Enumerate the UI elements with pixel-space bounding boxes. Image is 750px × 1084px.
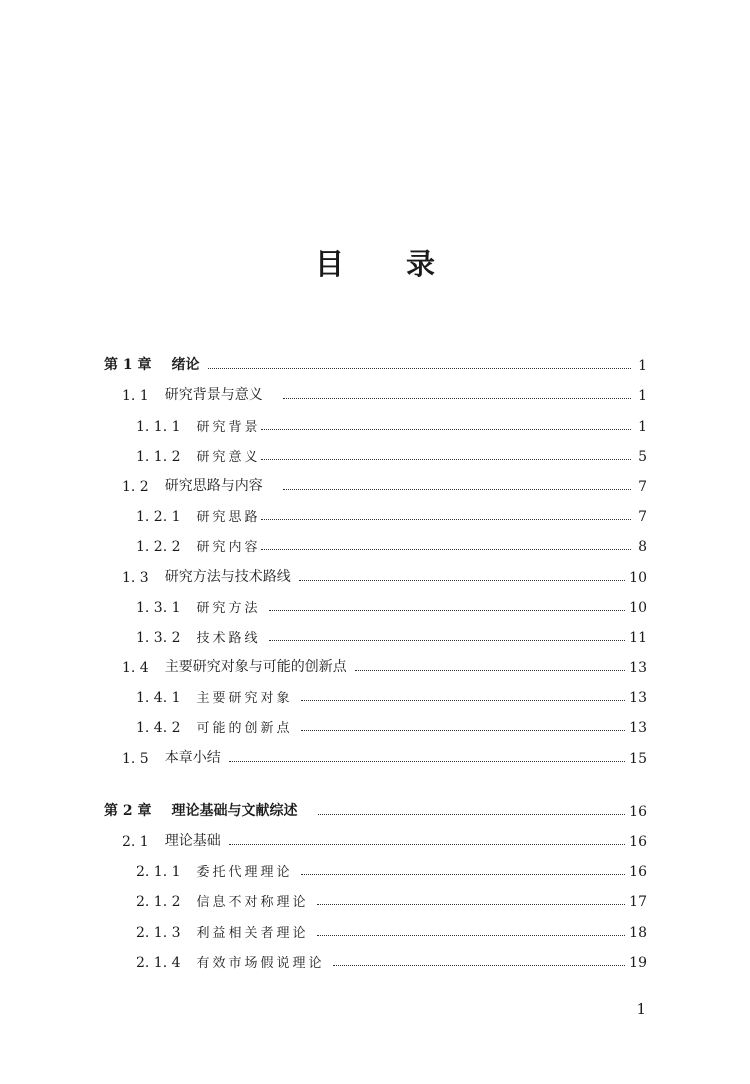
toc-page-number: 13 <box>629 660 647 677</box>
dot-leader <box>261 459 631 460</box>
toc-entry-1-1-1[interactable] <box>104 405 647 435</box>
toc-entry-1-3-2[interactable] <box>104 617 647 647</box>
toc-number: 2. 1. 2 <box>136 894 181 911</box>
toc-page-number: 7 <box>638 478 647 495</box>
toc-page-number: 1 <box>638 418 647 435</box>
dot-leader <box>299 580 625 581</box>
toc-label: 理论基础与文献综述 <box>171 802 298 819</box>
toc-page-number: 1 <box>638 388 647 405</box>
toc-entry-2-1-1[interactable] <box>104 851 647 881</box>
toc-number: 1. 3 <box>122 569 149 586</box>
toc-label: 绪论 <box>171 357 200 374</box>
dot-leader <box>261 519 631 520</box>
toc-entry-1-1[interactable] <box>104 375 647 405</box>
toc-entry-1-4-1[interactable] <box>104 677 647 707</box>
toc-number: 2. 1 <box>122 834 149 850</box>
toc-page-number: 5 <box>638 448 647 465</box>
dot-leader <box>208 368 632 369</box>
toc-page-number: 18 <box>629 924 647 941</box>
toc-page-number: 10 <box>629 599 647 616</box>
toc-page-number: 8 <box>638 539 647 556</box>
toc-number: 1. 2 <box>122 478 149 495</box>
title-char-1: 目 <box>314 247 344 281</box>
toc-number: 1. 3. 1 <box>136 599 181 616</box>
toc-number: 1. 1. 2 <box>136 448 181 465</box>
toc-label: 研究背景与意义 <box>164 387 263 404</box>
toc-number: 1. 2. 1 <box>136 509 181 526</box>
toc-page-number: 16 <box>629 864 647 881</box>
toc-label: 可能的创新点 <box>196 721 293 737</box>
toc-label: 主要研究对象与可能的创新点 <box>164 659 347 676</box>
toc-entry-chapter-1[interactable] <box>104 345 647 375</box>
toc-page-number: 19 <box>629 954 647 971</box>
dot-leader <box>317 935 626 936</box>
toc-page-number: 7 <box>638 509 647 526</box>
toc-page-number: 1 <box>638 358 647 375</box>
toc-number: 第 1 章 <box>104 357 152 374</box>
toc-number: 2. 1. 1 <box>136 864 181 881</box>
toc-number: 1. 1 <box>122 388 149 405</box>
toc-page-number: 11 <box>629 629 647 646</box>
chapter-spacer <box>104 768 647 791</box>
toc-entry-1-5[interactable] <box>104 737 647 767</box>
toc-label: 信息不对称理论 <box>196 895 309 911</box>
toc-entry-1-4[interactable] <box>104 647 647 677</box>
toc-label: 研究方法与技术路线 <box>164 568 291 585</box>
toc-entry-1-2[interactable] <box>104 466 647 496</box>
page-title <box>0 244 750 284</box>
toc-entry-chapter-2[interactable] <box>104 791 647 821</box>
toc-label: 理论基础 <box>164 833 221 849</box>
toc-entry-1-3-1[interactable] <box>104 587 647 617</box>
toc-entry-1-1-2[interactable] <box>104 436 647 466</box>
toc-label: 本章小结 <box>164 749 221 766</box>
toc-label: 研究方法 <box>196 600 261 616</box>
toc-page-number: 15 <box>629 750 647 767</box>
dot-leader <box>355 670 625 671</box>
dot-leader <box>269 610 626 611</box>
dot-leader <box>301 874 626 875</box>
toc-entry-1-2-1[interactable] <box>104 496 647 526</box>
toc-entry-2-1-4[interactable] <box>104 942 647 972</box>
toc-number: 1. 4 <box>122 660 149 677</box>
toc-page-number: 10 <box>629 569 647 586</box>
title-char-2: 录 <box>406 247 436 281</box>
dot-leader <box>283 398 631 399</box>
dot-leader <box>318 814 626 815</box>
page-folio-number: 1 <box>636 1000 646 1018</box>
toc-page-number: 13 <box>629 690 647 707</box>
toc-label: 研究思路与内容 <box>164 477 263 494</box>
toc-label: 有效市场假说理论 <box>196 955 325 971</box>
toc-page-number: 16 <box>629 834 647 850</box>
toc-label: 研究思路 <box>196 510 261 526</box>
toc-label: 利益相关者理论 <box>196 925 309 941</box>
toc-label: 研究意义 <box>196 449 261 465</box>
dot-leader <box>317 904 626 905</box>
toc-entry-2-1-2[interactable] <box>104 881 647 911</box>
dot-leader <box>301 730 626 731</box>
dot-leader <box>283 489 631 490</box>
dot-leader <box>301 700 626 701</box>
toc-entry-1-3[interactable] <box>104 556 647 586</box>
toc-number: 1. 2. 2 <box>136 539 181 556</box>
toc-entry-2-1[interactable] <box>104 821 647 851</box>
dot-leader <box>229 761 625 762</box>
toc-page-number: 17 <box>629 894 647 911</box>
toc-label: 研究背景 <box>196 419 261 435</box>
toc-number: 1. 1. 1 <box>136 418 181 435</box>
dot-leader <box>261 549 631 550</box>
dot-leader <box>261 429 631 430</box>
toc-number: 1. 4. 2 <box>136 720 181 737</box>
toc-number: 1. 4. 1 <box>136 690 181 707</box>
toc-page-number: 13 <box>629 720 647 737</box>
table-of-contents <box>104 345 647 972</box>
dot-leader <box>333 965 626 966</box>
toc-label: 主要研究对象 <box>196 691 293 707</box>
toc-entry-1-4-2[interactable] <box>104 707 647 737</box>
dot-leader <box>269 640 626 641</box>
toc-page-number: 16 <box>629 803 647 820</box>
toc-entry-1-2-2[interactable] <box>104 526 647 556</box>
toc-number: 1. 5 <box>122 750 149 767</box>
toc-number: 1. 3. 2 <box>136 629 181 646</box>
dot-leader <box>229 844 625 845</box>
toc-number: 2. 1. 4 <box>136 954 181 971</box>
toc-label: 技术路线 <box>196 630 261 646</box>
toc-number: 2. 1. 3 <box>136 924 181 941</box>
toc-entry-2-1-3[interactable] <box>104 911 647 941</box>
toc-label: 研究内容 <box>196 540 261 556</box>
toc-number: 第 2 章 <box>104 802 152 819</box>
toc-label: 委托代理理论 <box>196 865 293 881</box>
